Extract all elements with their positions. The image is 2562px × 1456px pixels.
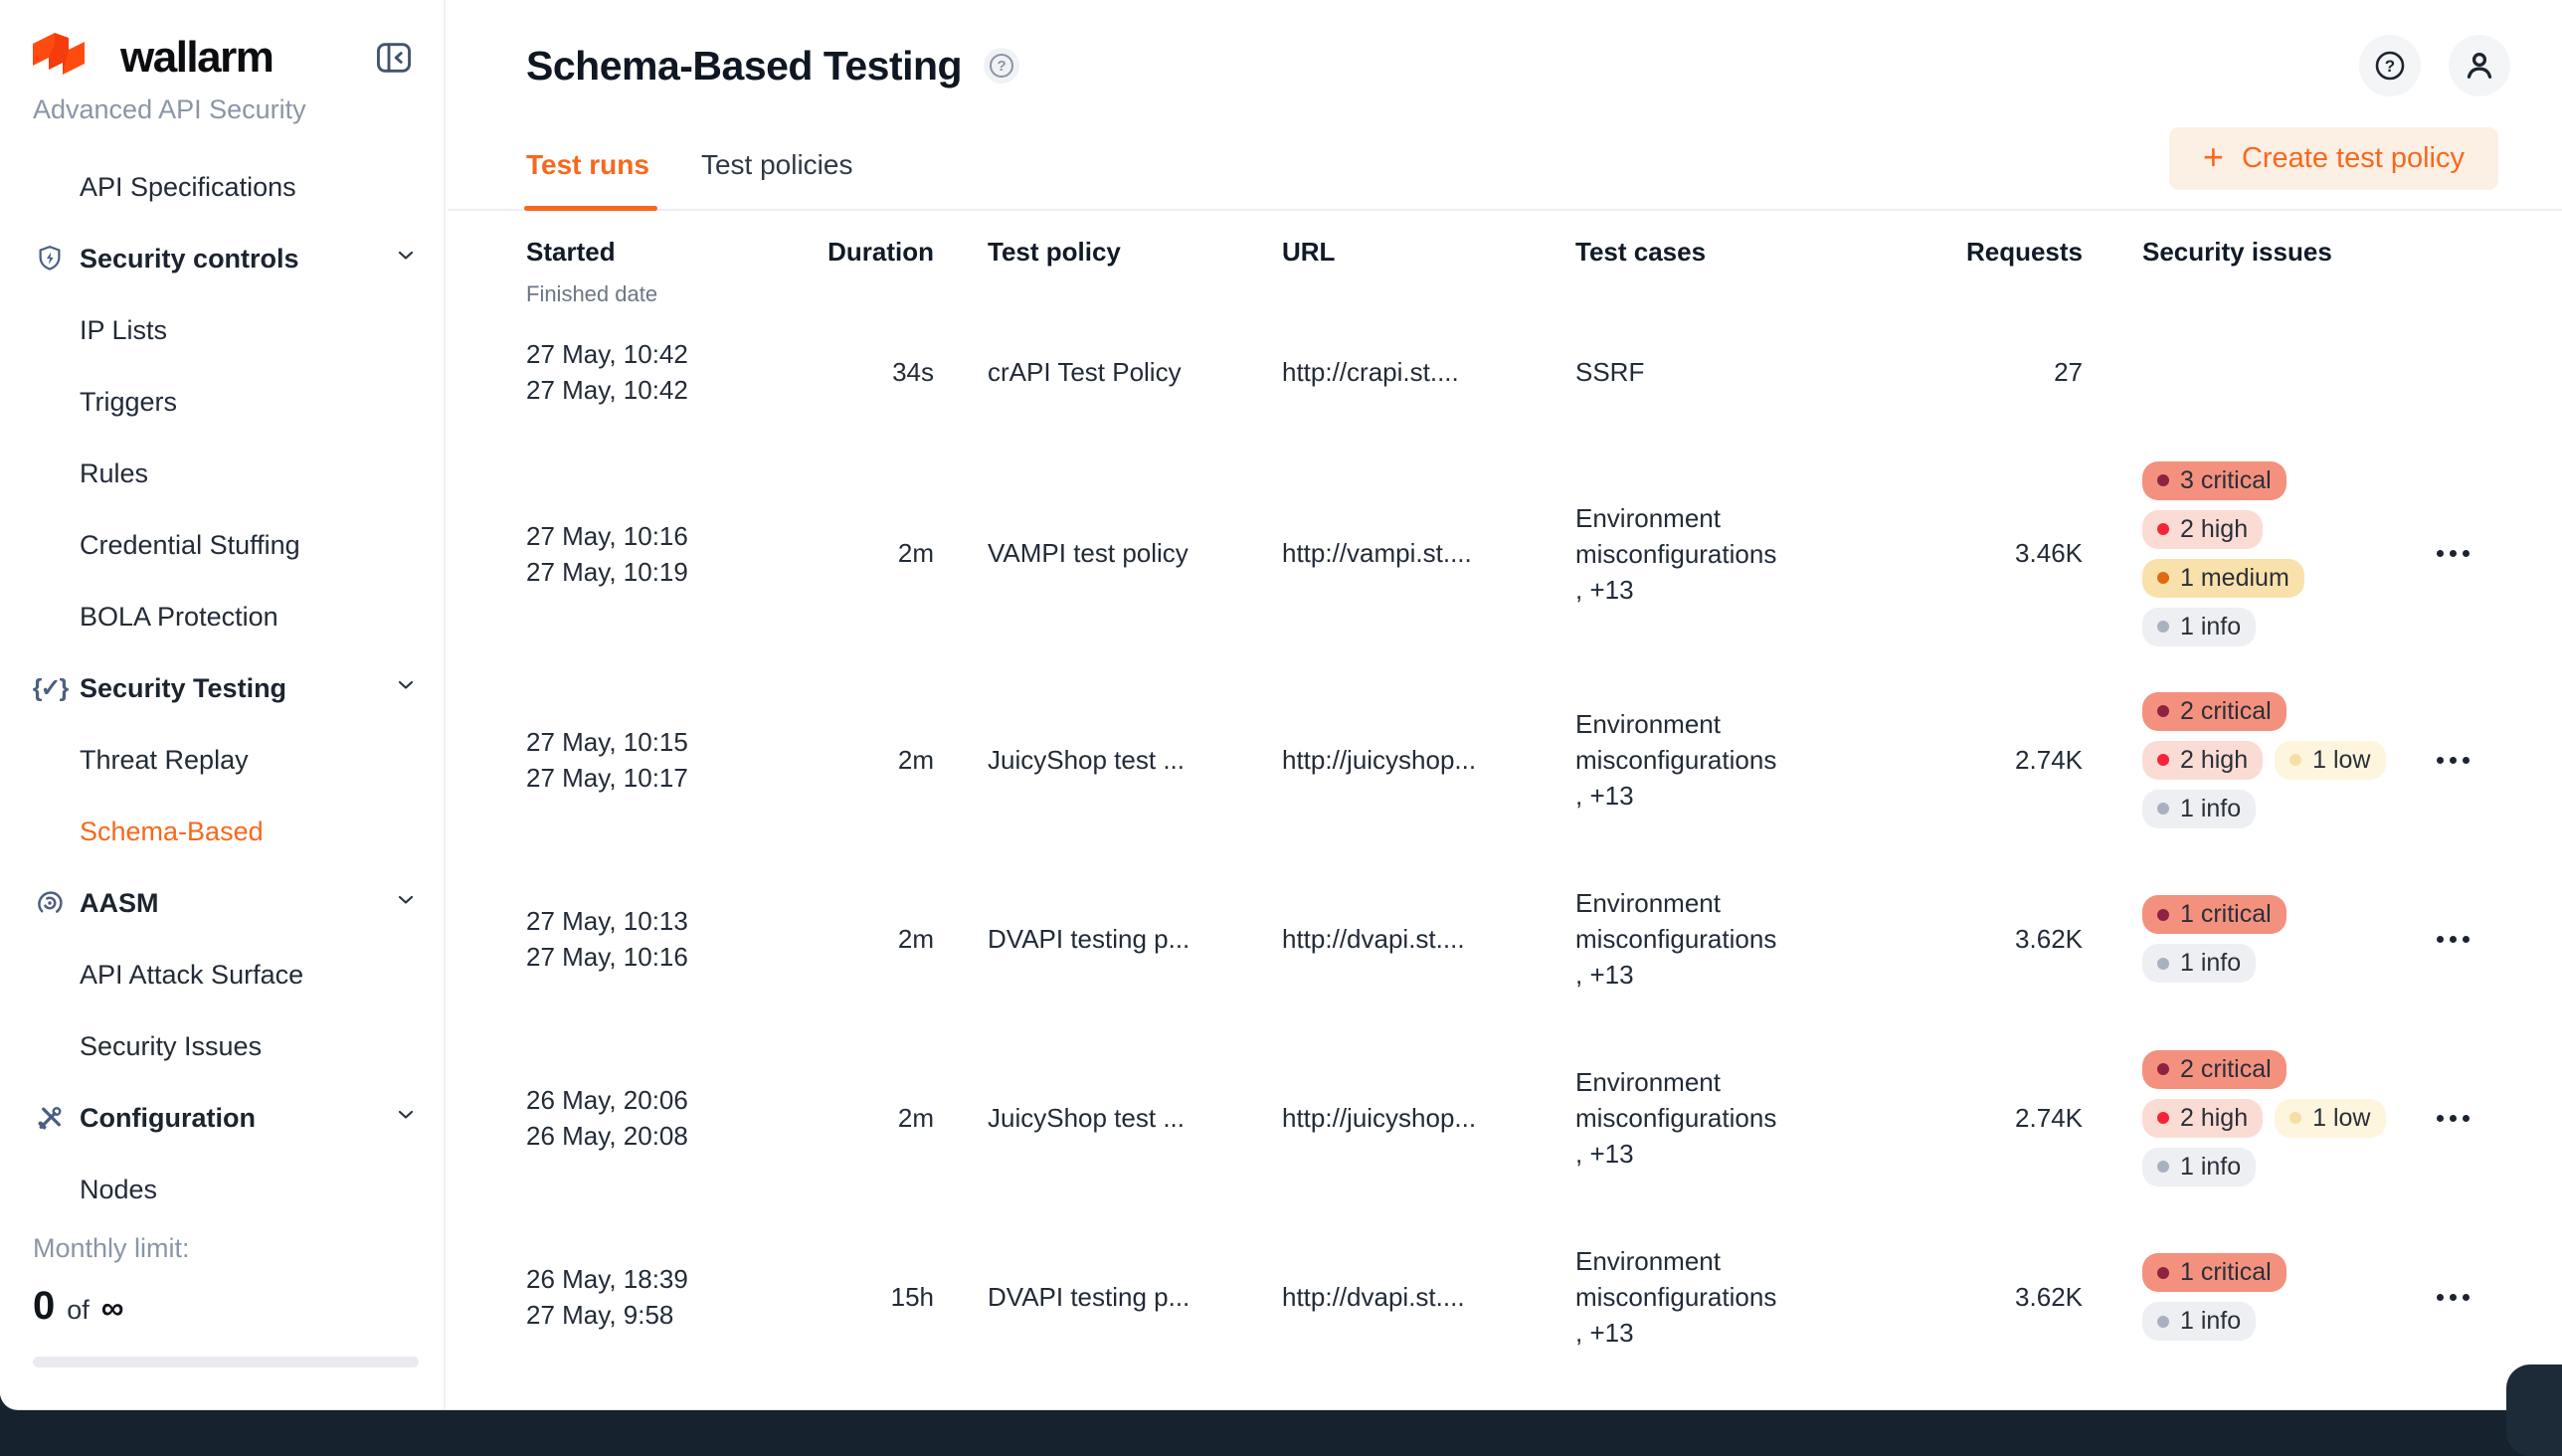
table-row[interactable] <box>526 1028 2534 1207</box>
table-row[interactable] <box>526 307 2534 437</box>
severity-badge-critical: 3 critical <box>2142 461 2287 500</box>
test-policy: JuicyShop test ... <box>988 744 1185 775</box>
table-row[interactable] <box>526 849 2534 1028</box>
col-url: URL <box>1282 237 1336 267</box>
col-test-policy: Test policy <box>988 237 1121 267</box>
severity-badge-low: 1 low <box>2275 741 2385 780</box>
requests-count: 3.62K <box>2015 1281 2083 1312</box>
sidebar-item-threat-replay[interactable]: Threat Replay <box>80 744 249 775</box>
sidebar-item-ip-lists[interactable]: IP Lists <box>80 314 168 345</box>
col-finished-date: Finished date <box>526 281 658 306</box>
test-cases: Environment misconfigurations , +13 <box>1575 502 1777 605</box>
sidebar-nav <box>0 151 444 1225</box>
test-policy: crAPI Test Policy <box>988 356 1182 387</box>
severity-dot <box>2157 1267 2169 1279</box>
brand-name: wallarm <box>120 32 274 82</box>
severity-dot <box>2157 754 2169 766</box>
create-test-policy-button[interactable]: + Create test policy <box>2169 127 2498 190</box>
user-profile-button[interactable] <box>2449 35 2510 96</box>
col-test-cases: Test cases <box>1575 237 1707 267</box>
sidebar-item-security-testing[interactable]: {✓} Security Testing <box>0 652 444 724</box>
duration: 2m <box>897 923 934 954</box>
table-row[interactable] <box>526 437 2534 670</box>
sidebar-item-aasm[interactable]: AASM <box>0 867 444 939</box>
brand-subtitle: Advanced API Security <box>33 94 306 124</box>
test-cases: Environment misconfigurations , +13 <box>1575 1067 1777 1169</box>
requests-count: 3.46K <box>2015 538 2083 568</box>
requests-count: 2.74K <box>2015 744 2083 775</box>
sidebar-item-nodes[interactable]: Nodes <box>80 1174 158 1204</box>
sidebar-collapse-icon[interactable] <box>374 38 414 78</box>
col-started: Started <box>526 237 616 267</box>
severity-badge-info: 1 info <box>2142 1302 2256 1341</box>
test-policy: DVAPI testing p... <box>988 923 1190 954</box>
col-security-issues: Security issues <box>2142 237 2332 267</box>
finished-date: 27 May, 10:16 <box>526 942 688 972</box>
chevron-down-icon <box>394 244 418 274</box>
col-duration: Duration <box>827 237 934 267</box>
main-content <box>448 0 2562 1409</box>
row-actions-kebab-icon[interactable] <box>2431 1105 2475 1132</box>
help-button[interactable] <box>2359 35 2421 96</box>
started-date: 27 May, 10:15 <box>526 727 688 757</box>
duration: 2m <box>897 538 934 568</box>
target-url: http://vampi.st.... <box>1282 538 1472 568</box>
sidebar-item-rules[interactable]: Rules <box>80 457 149 488</box>
severity-dot <box>2157 958 2169 970</box>
finished-date: 27 May, 10:42 <box>526 375 688 405</box>
monthly-limit-label: Monthly limit: <box>33 1233 190 1263</box>
severity-badge-medium: 1 medium <box>2142 559 2304 598</box>
severity-dot <box>2289 754 2301 766</box>
severity-badge-low: 1 low <box>2275 1099 2385 1138</box>
severity-badge-critical: 2 critical <box>2142 1050 2287 1089</box>
target-url: http://juicyshop... <box>1282 744 1477 775</box>
severity-badge-high: 2 high <box>2142 741 2263 780</box>
sidebar-item-triggers[interactable]: Triggers <box>80 386 178 417</box>
finished-date: 26 May, 20:08 <box>526 1121 688 1151</box>
severity-badge-critical: 2 critical <box>2142 692 2287 731</box>
sidebar <box>0 0 446 1409</box>
severity-badge-high: 2 high <box>2142 510 2263 549</box>
severity-badge-critical: 1 critical <box>2142 895 2287 934</box>
col-requests: Requests <box>1965 237 2083 267</box>
severity-dot <box>2157 705 2169 717</box>
severity-badge-info: 1 info <box>2142 1148 2256 1186</box>
aasm-spiral-icon <box>34 887 66 919</box>
finished-date: 27 May, 10:17 <box>526 763 688 793</box>
duration: 2m <box>897 1102 934 1133</box>
shield-bolt-icon <box>34 243 66 274</box>
row-actions-kebab-icon[interactable] <box>2431 926 2475 953</box>
chat-widget-corner[interactable] <box>2506 1365 2562 1456</box>
wallarm-logo-icon <box>33 30 106 85</box>
severity-dot <box>2157 572 2169 584</box>
severity-dot <box>2157 803 2169 815</box>
sidebar-item-api-attack-surface[interactable]: API Attack Surface <box>80 959 304 990</box>
table-row[interactable] <box>526 670 2534 849</box>
plus-icon: + <box>2202 136 2224 177</box>
test-cases: SSRF <box>1575 357 1645 387</box>
row-actions-kebab-icon[interactable] <box>2431 747 2475 774</box>
requests-count: 3.62K <box>2015 923 2083 954</box>
sidebar-item-schema-based[interactable]: Schema-Based <box>80 816 264 846</box>
test-policy: VAMPI test policy <box>988 538 1189 568</box>
test-policy: DVAPI testing p... <box>988 1281 1190 1312</box>
monthly-limit-used: 0 <box>33 1284 56 1328</box>
duration: 34s <box>892 356 934 387</box>
sidebar-item-api-specifications[interactable]: API Specifications <box>80 171 296 202</box>
severity-badge-critical: 1 critical <box>2142 1253 2287 1292</box>
page-title: Schema-Based Testing <box>526 42 963 89</box>
severity-dot <box>2157 1063 2169 1075</box>
sidebar-item-bola-protection[interactable]: BOLA Protection <box>80 601 278 632</box>
sidebar-header <box>0 0 444 125</box>
table-row[interactable] <box>526 1207 2534 1386</box>
svg-text:?: ? <box>2384 57 2396 76</box>
row-actions-kebab-icon[interactable] <box>2431 540 2475 567</box>
sidebar-item-security-issues[interactable]: Security Issues <box>80 1030 263 1061</box>
sidebar-item-configuration[interactable]: Configuration <box>0 1082 444 1154</box>
started-date: 27 May, 10:13 <box>526 906 688 936</box>
sidebar-item-security-controls[interactable]: Security controls <box>0 223 444 294</box>
test-cases: Environment misconfigurations , +13 <box>1575 709 1777 811</box>
tab-test-policies[interactable]: Test policies <box>700 149 853 180</box>
severity-dot <box>2157 1112 2169 1124</box>
test-policy: JuicyShop test ... <box>988 1102 1185 1133</box>
severity-dot <box>2157 621 2169 633</box>
severity-dot <box>2157 1316 2169 1328</box>
target-url: http://juicyshop... <box>1282 1102 1477 1133</box>
duration: 15h <box>890 1281 934 1312</box>
severity-dot <box>2289 1112 2301 1124</box>
severity-badge-high: 2 high <box>2142 1099 2263 1138</box>
tools-icon <box>34 1102 66 1134</box>
started-date: 27 May, 10:16 <box>526 520 688 551</box>
chevron-down-icon <box>394 673 418 704</box>
monthly-limit-total: ∞ <box>100 1290 124 1326</box>
severity-dot <box>2157 1161 2169 1173</box>
row-actions-kebab-icon[interactable] <box>2431 1284 2475 1311</box>
target-url: http://dvapi.st.... <box>1282 923 1465 954</box>
test-cases: Environment misconfigurations , +13 <box>1575 1246 1777 1348</box>
requests-count: 27 <box>2054 356 2083 387</box>
started-date: 27 May, 10:42 <box>526 339 688 369</box>
tab-test-runs[interactable]: Test runs <box>526 139 649 209</box>
severity-dot <box>2157 474 2169 486</box>
severity-dot <box>2157 909 2169 921</box>
monthly-limit-progressbar <box>33 1357 419 1367</box>
started-date: 26 May, 20:06 <box>526 1085 688 1115</box>
table-header-row <box>526 237 2534 307</box>
severity-badge-info: 1 info <box>2142 608 2256 646</box>
monthly-limit-of: of <box>67 1295 90 1325</box>
test-cases: Environment misconfigurations , +13 <box>1575 888 1777 990</box>
monthly-limit-widget <box>0 1233 444 1409</box>
title-help-icon[interactable]: ? <box>984 48 1019 84</box>
requests-count: 2.74K <box>2015 1102 2083 1133</box>
sidebar-item-credential-stuffing[interactable]: Credential Stuffing <box>80 529 300 560</box>
started-date: 26 May, 18:39 <box>526 1264 688 1294</box>
chevron-down-icon <box>394 888 418 919</box>
severity-badge-info: 1 info <box>2142 790 2256 828</box>
target-url: http://dvapi.st.... <box>1282 1281 1465 1312</box>
page-header <box>526 34 2510 97</box>
target-url: http://crapi.st.... <box>1282 356 1459 387</box>
severity-badge-info: 1 info <box>2142 944 2256 983</box>
severity-dot <box>2157 523 2169 535</box>
braces-check-icon: {✓} <box>32 674 68 702</box>
finished-date: 27 May, 9:58 <box>526 1300 674 1330</box>
finished-date: 27 May, 10:19 <box>526 556 688 587</box>
test-runs-table <box>448 237 2562 1386</box>
chevron-down-icon <box>394 1103 418 1134</box>
duration: 2m <box>897 744 934 775</box>
